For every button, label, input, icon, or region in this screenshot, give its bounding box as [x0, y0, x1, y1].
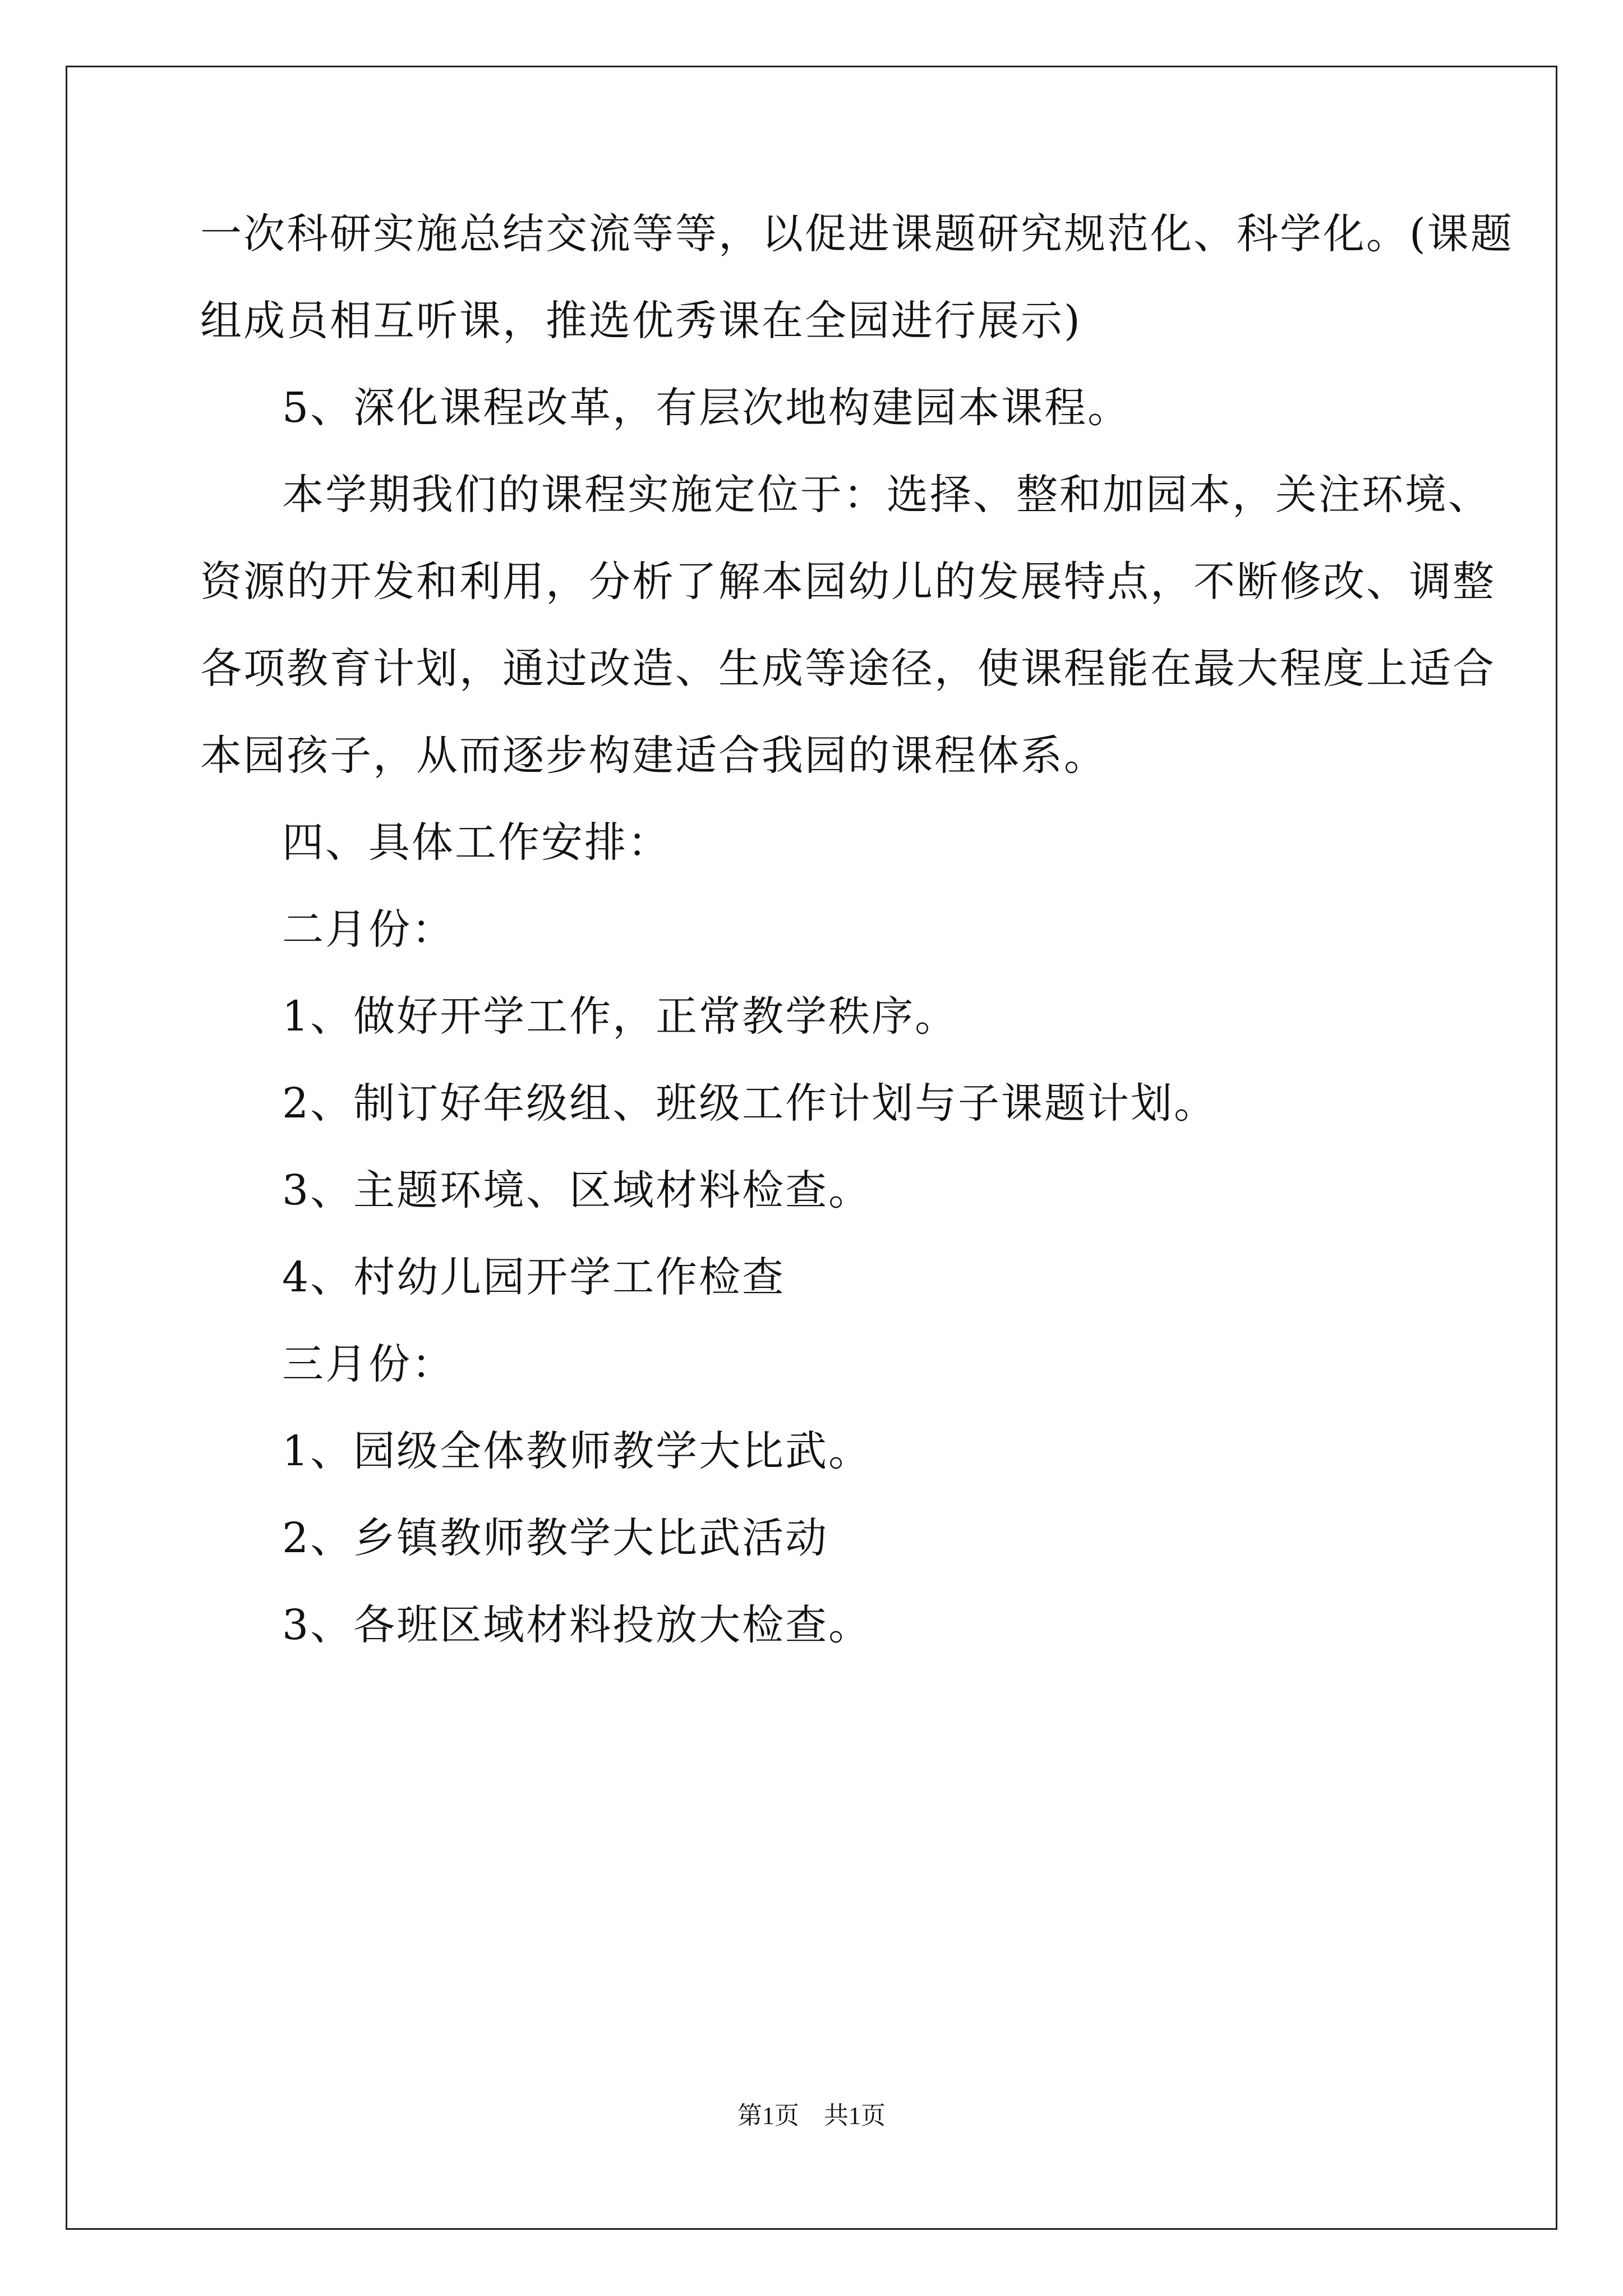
list-item: 3、各班区域材料投放大检查。 — [282, 1601, 872, 1649]
list-item: 1、做好开学工作，正常教学秩序。 — [282, 992, 958, 1041]
list-item: 2、制订好年级组、班级工作计划与子课题计划。 — [282, 1079, 1218, 1128]
month-heading: 二月份： — [282, 905, 455, 954]
list-item: 3、主题环境、区域材料检查。 — [282, 1166, 872, 1214]
page-number: 第1页 共1页 — [737, 2102, 886, 2129]
text-line: 5、深化课程改革，有层次地构建园本课程。 — [282, 384, 1131, 432]
list-item: 4、村幼儿园开学工作检查 — [282, 1253, 786, 1301]
text-line: 一次科研实施总结交流等等，以促进课题研究规范化、科学化。(课题 — [200, 210, 1514, 258]
text-line: 本园孩子，从而逐步构建适合我园的课程体系。 — [200, 731, 1107, 780]
text-line: 资源的开发和利用，分析了解本园幼儿的发展特点，不断修改、调整 — [200, 558, 1496, 606]
text-line: 组成员相互听课，推选优秀课在全园进行展示) — [200, 297, 1082, 345]
list-item: 2、乡镇教师教学大比武活动 — [282, 1514, 829, 1562]
text-line: 各项教育计划，通过改造、生成等途径，使课程能在最大程度上适合 — [200, 645, 1496, 693]
section-heading: 四、具体工作安排： — [282, 818, 671, 867]
text-line: 本学期我们的课程实施定位于：选择、整和加园本，关注环境、 — [282, 471, 1491, 519]
month-heading: 三月份： — [282, 1340, 455, 1388]
list-item: 1、园级全体教师教学大比武。 — [282, 1427, 872, 1475]
